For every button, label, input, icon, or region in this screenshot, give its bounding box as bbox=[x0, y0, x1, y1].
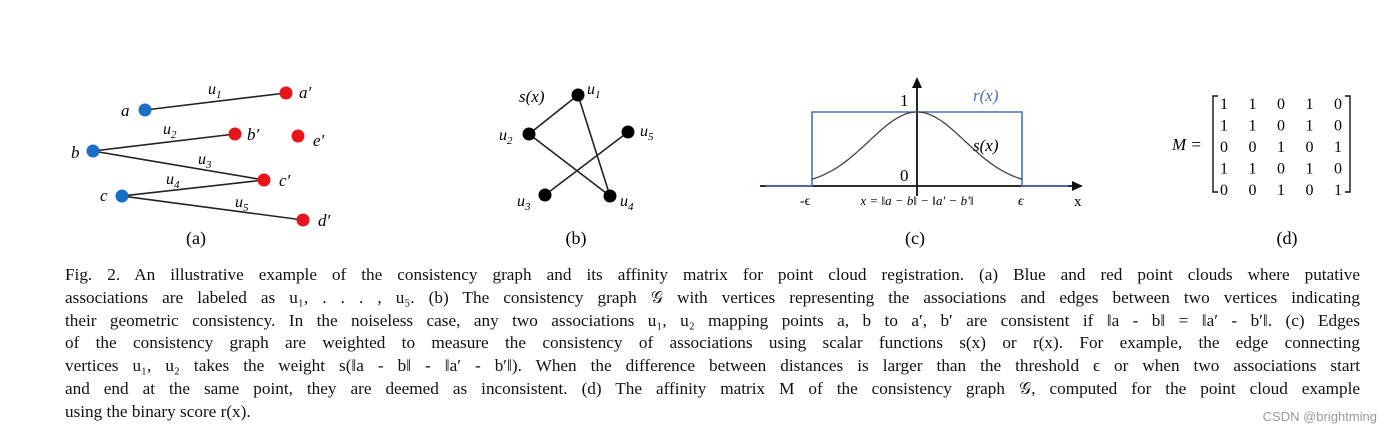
matrix-cell: 0 bbox=[1248, 139, 1257, 156]
point-b bbox=[87, 145, 100, 158]
matrix-cell: 1 bbox=[1305, 160, 1314, 178]
matrix-cell: 0 bbox=[1248, 182, 1257, 199]
label-b: b bbox=[71, 143, 80, 162]
matrix-lhs: M = bbox=[1172, 135, 1202, 154]
matrix-cell: 0 bbox=[1305, 182, 1314, 199]
matrix-cell: 1 bbox=[1220, 160, 1228, 178]
watermark: CSDN @brightming bbox=[1262, 409, 1377, 424]
label-u2: $u_2$ bbox=[163, 121, 177, 141]
sublabel-d: (d) bbox=[1276, 228, 1298, 248]
matrix-cell: 0 bbox=[1277, 160, 1285, 178]
vertex-u5 bbox=[622, 126, 635, 139]
matrix-cell: 1 bbox=[1248, 117, 1257, 135]
matrix-cell: 0 bbox=[1334, 117, 1342, 135]
edge-u3 bbox=[93, 151, 264, 180]
vertex-u2 bbox=[523, 128, 536, 141]
sublabel-c: (c) bbox=[905, 228, 925, 248]
label-r-of-x: r(x) bbox=[973, 86, 999, 105]
matrix-right-bracket bbox=[1345, 96, 1350, 192]
matrix-cell: 1 bbox=[1248, 96, 1257, 113]
matrix-cell: 1 bbox=[1305, 96, 1314, 113]
point-b-prime bbox=[229, 128, 242, 141]
caption-line: their geometric consistency. In the noiseless case, any two associations u₁, u₂ mapping points a, b to a′, b′ are consistent if ‖a - b‖ = ‖a′ - b′‖. (c) Edges bbox=[65, 310, 1360, 330]
sublabel-a: (a) bbox=[186, 228, 206, 248]
label-b-prime: b′ bbox=[247, 125, 260, 144]
label-u1: $u_1$ bbox=[208, 81, 222, 101]
y-axis-arrow-icon bbox=[912, 77, 922, 88]
caption-line: of the consistency graph are weighted to measure the consistency of associations using scalar functions s(x) or r(x). For example, the edge connecting bbox=[65, 333, 1360, 353]
vertex-u1 bbox=[572, 89, 585, 102]
matrix-cell: 0 bbox=[1334, 96, 1342, 113]
label-x-axis: x bbox=[1074, 194, 1082, 210]
caption-line: Fig. 2. An illustrative example of the consistency graph and its affinity matrix for point cloud registration. (a) Blue and red point clouds where putative bbox=[65, 265, 1360, 284]
point-c bbox=[116, 190, 129, 203]
point-a-prime bbox=[280, 87, 293, 100]
matrix-cell: 1 bbox=[1248, 160, 1257, 178]
point-d-prime bbox=[297, 214, 310, 227]
label-pos-epsilon: ϵ bbox=[1018, 194, 1024, 209]
caption-line: vertices u₁, u₂ takes the weight s(‖a - b‖ - ‖a′ - b′‖). When the difference between distances is larger than the threshold ϵ or when two associations start bbox=[65, 356, 1360, 376]
label-u4: $u_4$ bbox=[166, 171, 180, 191]
label-d-prime: d′ bbox=[318, 211, 331, 230]
panel-a bbox=[71, 81, 331, 249]
edge-u1-u4 bbox=[578, 95, 610, 196]
point-c-prime bbox=[258, 174, 271, 187]
matrix-cells bbox=[1220, 96, 1342, 199]
matrix-cell: 0 bbox=[1220, 182, 1228, 199]
matrix-cell: 1 bbox=[1220, 96, 1228, 113]
label-a: a bbox=[121, 101, 130, 120]
label-s-of-x-curve: s(x) bbox=[973, 136, 999, 155]
matrix-cell: 0 bbox=[1277, 96, 1285, 113]
matrix-cell: 1 bbox=[1305, 117, 1314, 135]
y-tick-1: 1 bbox=[900, 91, 909, 110]
label-u3: $u_3$ bbox=[198, 151, 212, 171]
point-e-prime bbox=[292, 130, 305, 143]
matrix-cell: 0 bbox=[1277, 117, 1285, 135]
label-vertex-u3: $u_3$ bbox=[517, 193, 531, 213]
vertex-u4 bbox=[604, 190, 617, 203]
matrix-cell: 1 bbox=[1334, 182, 1342, 199]
matrix-cell: 1 bbox=[1277, 182, 1285, 199]
edge-u2-u4 bbox=[529, 134, 610, 196]
matrix-left-bracket bbox=[1213, 96, 1218, 192]
matrix-cell: 1 bbox=[1220, 117, 1228, 135]
matrix-cell: 1 bbox=[1334, 139, 1342, 156]
label-x-definition: x = ‖a − b‖ − ‖a′ − b′‖ bbox=[860, 193, 974, 208]
edge-u5-u3 bbox=[545, 132, 628, 195]
label-vertex-u5: $u_5$ bbox=[640, 123, 654, 143]
caption-line: and end at the same point, they are deemed as inconsistent. (d) The affinity matrix M of the consistency graph 𝒢, computed for the point cloud example bbox=[65, 378, 1360, 398]
caption-line: using the binary score r(x). bbox=[65, 401, 251, 421]
x-axis-arrow-icon bbox=[1072, 181, 1083, 191]
label-neg-epsilon: -ϵ bbox=[800, 194, 811, 209]
label-vertex-u2: $u_2$ bbox=[499, 127, 513, 147]
label-s-of-x: s(x) bbox=[519, 87, 545, 106]
label-u5: $u_5$ bbox=[235, 194, 249, 214]
vertex-u3 bbox=[539, 189, 552, 202]
edge-u5 bbox=[122, 196, 303, 220]
label-a-prime: a′ bbox=[299, 83, 312, 102]
matrix-cell: 0 bbox=[1220, 139, 1228, 156]
matrix-cell: 1 bbox=[1277, 139, 1285, 156]
y-tick-0: 0 bbox=[900, 166, 909, 185]
matrix-cell: 0 bbox=[1305, 139, 1314, 156]
label-vertex-u4: $u_4$ bbox=[620, 193, 634, 213]
label-c-prime: c′ bbox=[279, 171, 291, 190]
matrix-cell: 0 bbox=[1334, 160, 1342, 178]
panel-b bbox=[499, 81, 654, 249]
sublabel-b: (b) bbox=[565, 228, 587, 248]
figure-caption bbox=[65, 264, 1360, 424]
point-a bbox=[139, 104, 152, 117]
panel-c bbox=[760, 77, 1083, 249]
caption-line: associations are labeled as u₁, . . . , u₅. (b) The consistency graph 𝒢 with vertices representing the associations and edges between two vertices indicating bbox=[65, 287, 1360, 307]
label-e-prime: e′ bbox=[313, 131, 325, 150]
label-vertex-u1: $u_1$ bbox=[587, 81, 601, 101]
label-c: c bbox=[100, 186, 108, 205]
panel-d bbox=[1171, 96, 1350, 249]
